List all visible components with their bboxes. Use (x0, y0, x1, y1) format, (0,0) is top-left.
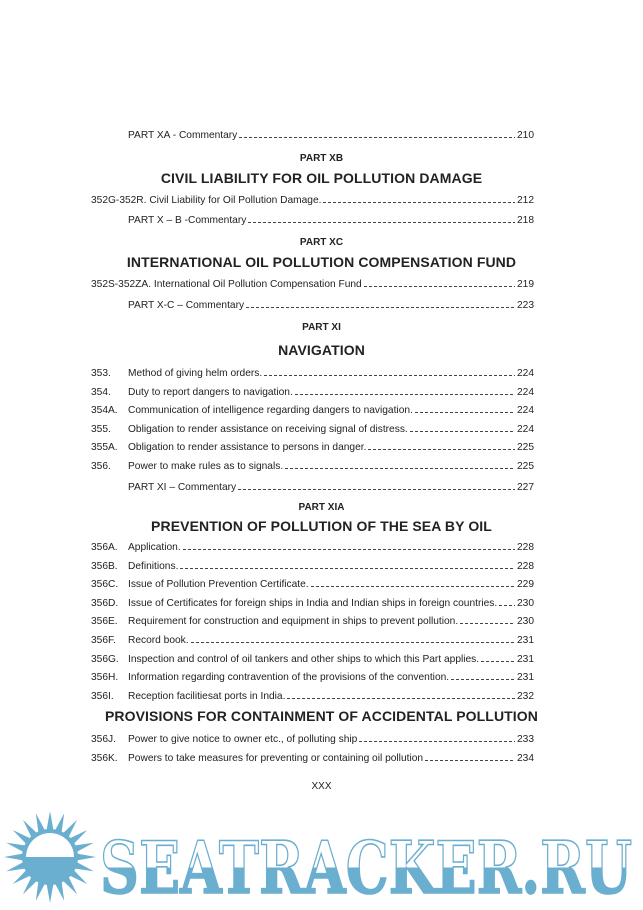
page-ref: 218 (517, 215, 534, 226)
section-number: 356K. (91, 753, 118, 764)
dot-leader (183, 549, 515, 550)
dot-leader (285, 468, 515, 469)
toc-entry[interactable] (128, 299, 534, 313)
page-ref: 230 (517, 616, 534, 627)
toc-entry[interactable] (91, 690, 534, 704)
page-ref: 224 (517, 424, 534, 435)
toc-entry[interactable] (91, 752, 534, 766)
toc-entry[interactable] (91, 194, 534, 208)
toc-entry[interactable] (128, 481, 534, 495)
dot-leader (415, 412, 515, 413)
section-title: PREVENTION OF POLLUTION OF THE SEA BY OIL (151, 518, 492, 534)
entry-text: Information regarding contravention of the provisions of the convention. (128, 672, 450, 683)
dot-leader (359, 741, 515, 742)
toc-entry[interactable] (91, 278, 534, 292)
entry-text: Record book. (128, 635, 189, 646)
dot-leader (323, 202, 515, 203)
dot-leader (425, 760, 515, 761)
section-number: 356. (91, 461, 111, 472)
page-ref: 210 (517, 130, 534, 141)
page-ref: 227 (517, 482, 534, 493)
toc-entry[interactable] (91, 560, 534, 574)
part-heading: PART XB (299, 153, 344, 164)
page-ref: 223 (517, 300, 534, 311)
section-number: 356E. (91, 616, 118, 627)
watermark-text: SEATRACKER.RU (100, 825, 632, 910)
entry-text: Requirement for construction and equipment in ships to prevent pollution. (128, 616, 459, 627)
dot-leader (460, 623, 515, 624)
page-ref: 231 (517, 654, 534, 665)
dot-leader (451, 679, 515, 680)
entry-text: Duty to report dangers to navigation. (128, 387, 293, 398)
page-ref: 230 (517, 598, 534, 609)
entry-text: PART XI – Commentary (128, 482, 237, 493)
page-ref: 224 (517, 368, 534, 379)
page-ref: 225 (517, 442, 534, 453)
toc-entry[interactable] (91, 653, 534, 667)
section-number: 353. (91, 368, 111, 379)
section-number: 356B. (91, 561, 118, 572)
toc-entry[interactable] (128, 129, 534, 143)
section-number: 356F. (91, 635, 116, 646)
part-heading: PART XC (299, 237, 344, 248)
part-heading: PART XIA (298, 502, 345, 513)
dot-leader (246, 307, 515, 308)
entry-text: Issue of Certificates for foreign ships in India and Indian ships in foreign countries. (128, 598, 498, 609)
section-number: 356J. (91, 734, 116, 745)
entry-text: 352G-352R. Civil Liability for Oil Pollution Damage. (91, 195, 322, 206)
dot-leader (287, 698, 515, 699)
section-number: 356D. (91, 598, 119, 609)
section-number: 356G. (91, 654, 119, 665)
page-ref: 233 (517, 734, 534, 745)
toc-entry[interactable] (91, 578, 534, 592)
section-title: PROVISIONS FOR CONTAINMENT OF ACCIDENTAL POLLUTION (104, 708, 539, 724)
section-number: 356I. (91, 691, 114, 702)
toc-entry[interactable] (91, 404, 534, 418)
toc-entry[interactable] (91, 423, 534, 437)
page-ref: 232 (517, 691, 534, 702)
entry-text: Obligation to render assistance on receiving signal of distress. (128, 424, 408, 435)
dot-leader (364, 286, 515, 287)
dot-leader (481, 661, 515, 662)
dot-leader (410, 431, 515, 432)
page-ref: 219 (517, 279, 534, 290)
page-ref: 234 (517, 753, 534, 764)
page-ref: 231 (517, 635, 534, 646)
page-ref: 228 (517, 542, 534, 553)
entry-text: Obligation to render assistance to persons in danger. (128, 442, 367, 453)
entry-text: PART X – B -Commentary (128, 215, 247, 226)
entry-text: Definitions. (128, 561, 179, 572)
dot-leader (248, 222, 515, 223)
dot-leader (264, 375, 515, 376)
section-number: 355A. (91, 442, 118, 453)
section-number: 355. (91, 424, 111, 435)
dot-leader (191, 642, 515, 643)
dot-leader (180, 568, 515, 569)
toc-entry[interactable] (91, 460, 534, 474)
page-ref: 224 (517, 387, 534, 398)
toc-entry[interactable] (128, 214, 534, 228)
sun-icon (4, 812, 96, 903)
section-number: 356C. (91, 579, 119, 590)
page-number: XXX (311, 781, 332, 792)
section-number: 354. (91, 387, 111, 398)
toc-entry[interactable] (91, 367, 534, 381)
dot-leader (239, 137, 515, 138)
dot-leader (499, 605, 515, 606)
entry-text: Communication of intelligence regarding dangers to navigation. (128, 405, 413, 416)
section-title: INTERNATIONAL OIL POLLUTION COMPENSATION FUND (126, 254, 517, 270)
dot-leader (238, 489, 515, 490)
entry-text: Reception facilitiesat ports in India. (128, 691, 286, 702)
section-number: 354A. (91, 405, 118, 416)
section-number: 356A. (91, 542, 118, 553)
dot-leader (311, 586, 515, 587)
toc-entry[interactable] (91, 597, 534, 611)
entry-text: Application. (128, 542, 181, 553)
toc-entry[interactable] (91, 671, 534, 685)
toc-entry[interactable] (91, 441, 534, 455)
page-ref: 225 (517, 461, 534, 472)
page-ref: 231 (517, 672, 534, 683)
entry-text: Inspection and control of oil tankers and other ships to which this Part applies. (128, 654, 480, 665)
toc-entry[interactable] (91, 541, 534, 555)
toc-entry[interactable] (91, 733, 534, 747)
entry-text: 352S-352ZA. International Oil Pollution Compensation Fund (91, 279, 362, 290)
seatracker-watermark-logo (0, 812, 643, 910)
entry-text: Power to make rules as to signals. (128, 461, 284, 472)
page-ref: 228 (517, 561, 534, 572)
entry-text: Power to give notice to owner etc., of polluting ship (128, 734, 358, 745)
page-ref: 212 (517, 195, 534, 206)
entry-text: PART XA - Commentary (128, 130, 238, 141)
dot-leader (368, 449, 515, 450)
entry-text: Powers to take measures for preventing or containing oil pollution (128, 753, 424, 764)
section-title: NAVIGATION (278, 342, 365, 358)
toc-entry[interactable] (91, 386, 534, 400)
page-ref: 224 (517, 405, 534, 416)
entry-text: Issue of Pollution Prevention Certificate. (128, 579, 309, 590)
entry-text: Method of giving helm orders. (128, 368, 263, 379)
page-ref: 229 (517, 579, 534, 590)
entry-text: PART X-C – Commentary (128, 300, 245, 311)
part-heading: PART XI (302, 322, 341, 333)
section-title: CIVIL LIABILITY FOR OIL POLLUTION DAMAGE (160, 170, 483, 186)
toc-entry[interactable] (91, 615, 534, 629)
toc-entry[interactable] (91, 634, 534, 648)
dot-leader (295, 394, 515, 395)
section-number: 356H. (91, 672, 119, 683)
